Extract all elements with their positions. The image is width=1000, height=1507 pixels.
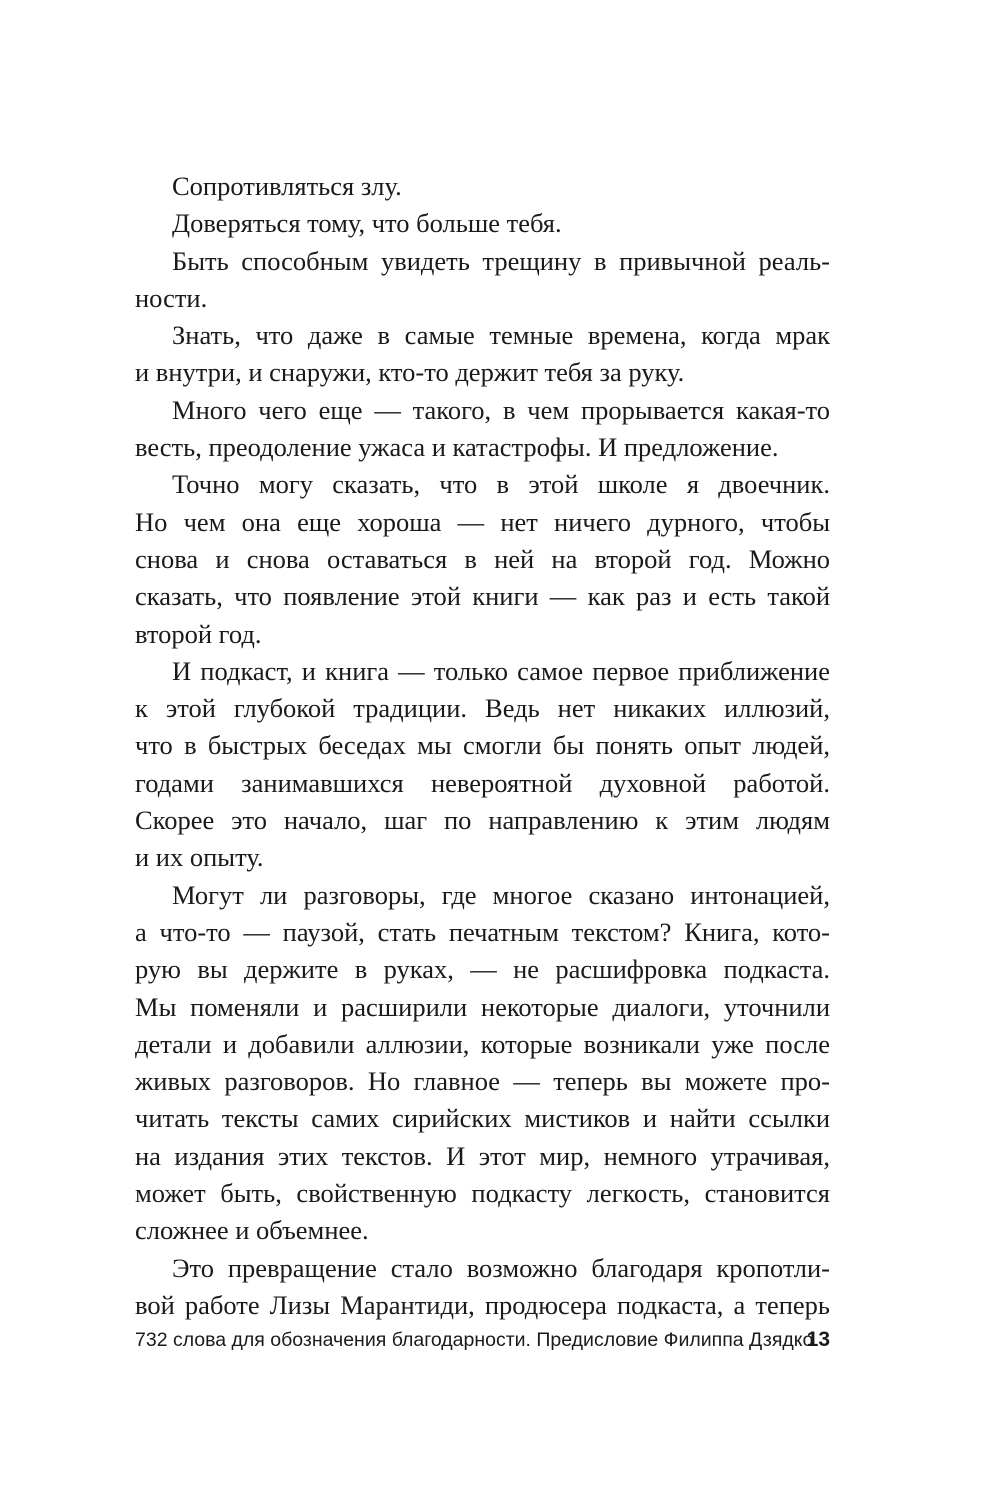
running-title: 732 слова для обозначения благодарности. Предисловие Филиппа Дзядко (135, 1329, 814, 1351)
text-line: Точно могу сказать, что в этой школе я двоечник. (172, 469, 830, 500)
text-line: сказать, что появление этой книги — как раз и есть такой (135, 581, 830, 612)
body-text (135, 168, 830, 1324)
text-line: Это превращение стало возможно благодаря кропотли- (172, 1252, 830, 1283)
text-line: ности. (135, 282, 208, 313)
text-line: Мы поменяли и расширили некоторые диалоги, уточнили (135, 991, 830, 1022)
text-line: снова и снова оставаться в ней на второй год. Можно (135, 543, 830, 574)
text-line: может быть, свойственную подкасту легкость, становится (135, 1178, 830, 1209)
text-line: Но чем она еще хороша — нет ничего дурного, чтобы (135, 506, 830, 537)
text-line: к этой глубокой традиции. Ведь нет никаких иллюзий, (135, 693, 830, 724)
text-line: весть, преодоление ужаса и катастрофы. И предложение. (135, 432, 779, 463)
text-line: И подкаст, и книга — только самое первое приближение (172, 655, 830, 686)
text-line: читать тексты самих сирийских мистиков и найти ссылки (135, 1103, 830, 1134)
text-line: Быть способным увидеть трещину в привычной реаль- (172, 245, 830, 276)
text-line: Скорее это начало, шаг по направлению к этим людям (135, 805, 830, 836)
text-line: Могут ли разговоры, где многое сказано интонацией, (172, 879, 830, 910)
text-line: рую вы держите в руках, — не расшифровка подкаста. (135, 954, 830, 985)
text-line: Знать, что даже в самые темные времена, когда мрак (172, 320, 830, 351)
text-line: на издания этих текстов. И этот мир, немного утрачивая, (135, 1140, 830, 1171)
text-line: Много чего еще — такого, в чем прорывается какая-то (172, 394, 830, 425)
page-footer (135, 1325, 830, 1355)
text-line: вой работе Лизы Марантиди, продюсера подкаста, а теперь (135, 1289, 830, 1320)
text-line: Сопротивляться злу. (172, 171, 402, 201)
text-line: и их опыту. (135, 842, 264, 873)
text-line: годами занимавшихся невероятной духовной работой. (135, 767, 830, 798)
text-line: сложнее и объемнее. (135, 1215, 369, 1246)
text-line: второй год. (135, 618, 262, 649)
text-line: а что-то — паузой, стать печатным текстом? Книга, кото- (135, 916, 830, 947)
text-line: Доверяться тому, что больше тебя. (172, 208, 562, 239)
page-number: 13 (806, 1328, 830, 1351)
text-line: что в быстрых беседах мы смогли бы понять опыт людей, (135, 730, 830, 761)
text-line: и внутри, и снаружи, кто-то держит тебя за руку. (135, 357, 685, 388)
text-line: детали и добавили аллюзии, которые возникали уже после (135, 1028, 830, 1059)
text-line: живых разговоров. Но главное — теперь вы можете про- (135, 1066, 830, 1097)
